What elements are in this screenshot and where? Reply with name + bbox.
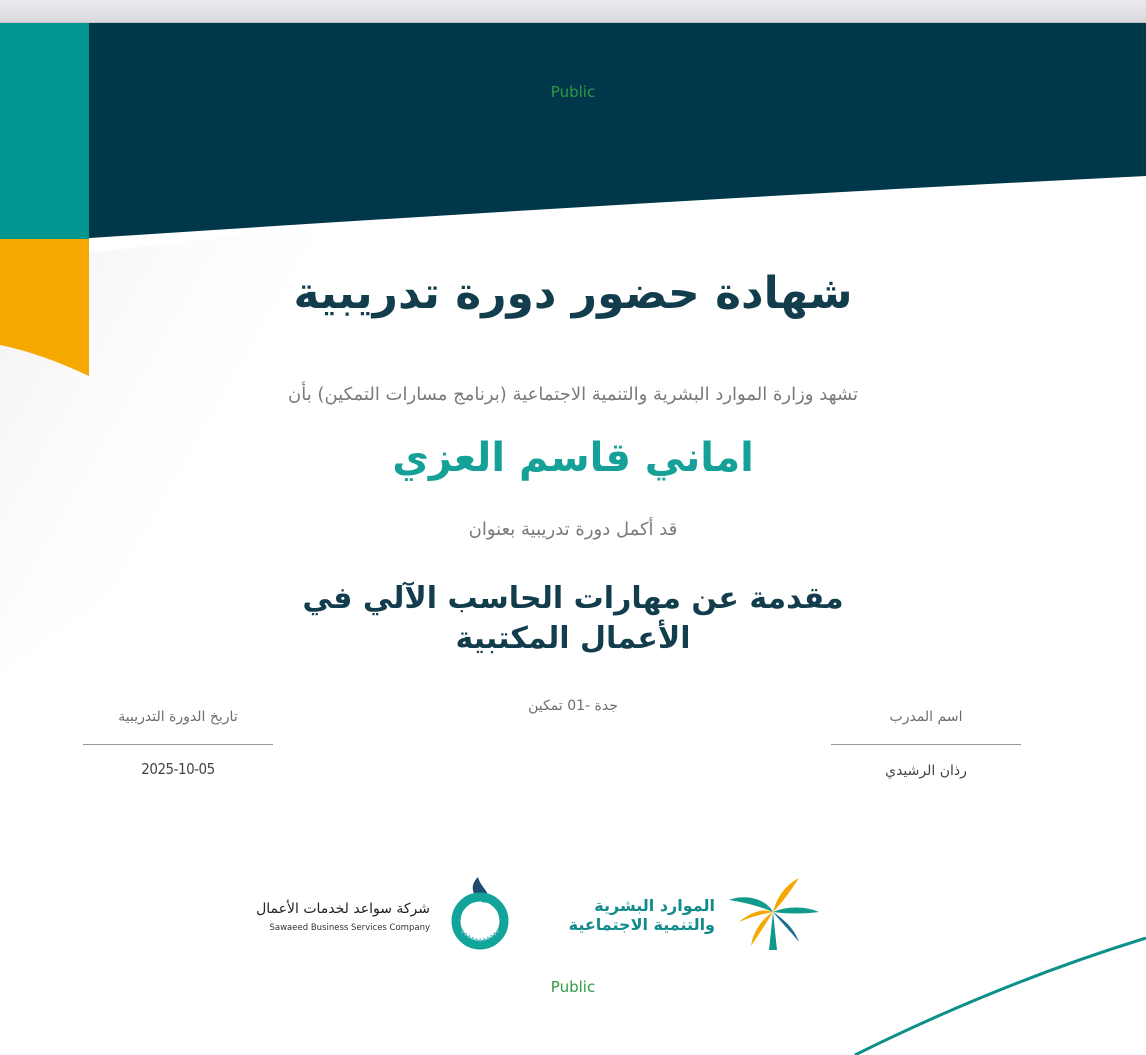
course-location: جدة -01 تمكين xyxy=(528,698,618,714)
hrsd-name-line-2: والتنمية الاجتماعية xyxy=(568,915,715,934)
header-band xyxy=(0,23,1146,238)
teal-ribbon xyxy=(0,23,89,239)
course-title-line-1: مقدمة عن مهارات الحاسب الآلي في xyxy=(302,581,844,616)
certificate-title: شهادة حضور دورة تدريبية xyxy=(293,268,853,319)
trainer-value: رذان الرشيدي xyxy=(885,763,967,779)
certificate-page xyxy=(0,23,1146,1055)
hrsd-name-line-1: الموارد البشرية xyxy=(594,896,715,915)
date-signature-line xyxy=(83,744,273,745)
hrsd-palm-logo-icon xyxy=(725,876,820,952)
course-title-line-2: الأعمال المكتبية xyxy=(455,621,691,656)
classification-label-top: Public xyxy=(550,83,596,101)
date-value: 2025-10-05 xyxy=(141,760,215,778)
intro-text: تشهد وزارة الموارد البشرية والتنمية الاجتماعية (برنامج مسارات التمكين) بأن xyxy=(287,384,859,405)
completed-text: قد أكمل دورة تدريبية بعنوان xyxy=(468,519,678,540)
window-top-bar xyxy=(0,0,1146,23)
sawaeed-name-ar: شركة سواعد لخدمات الأعمال xyxy=(256,901,430,917)
corner-swoosh xyxy=(855,938,1146,1055)
course-title xyxy=(250,579,896,659)
recipient-name: اماني قاسم العزي xyxy=(392,435,754,481)
classification-label-bottom: Public xyxy=(550,978,596,996)
date-label: تاريخ الدورة التدريبية xyxy=(118,709,238,725)
trainer-label: اسم المدرب xyxy=(889,709,963,725)
sawaeed-name-en: Sawaeed Business Services Company xyxy=(269,923,430,933)
sawaeed-logo-icon xyxy=(448,875,512,951)
trainer-signature-line xyxy=(831,744,1021,745)
